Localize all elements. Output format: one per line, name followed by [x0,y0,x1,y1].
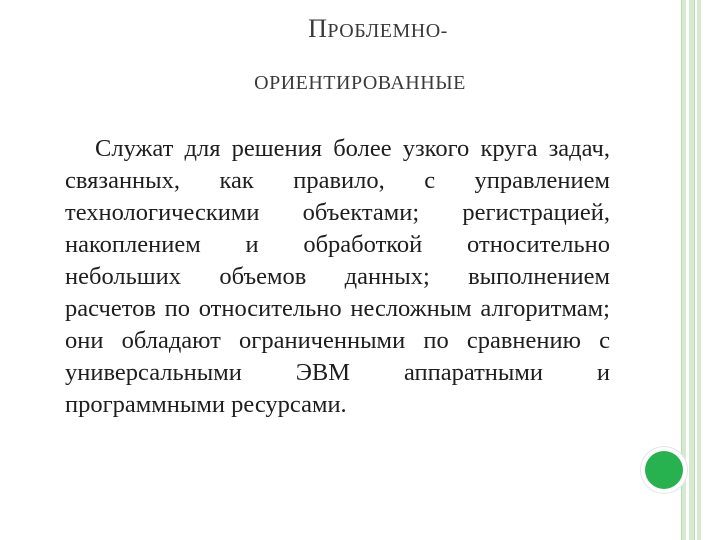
title-line-2-text: ОРИЕНТИРОВАННЫЕ [254,72,466,94]
slide-title-line-1 [0,14,720,44]
slide-title-line-2 [0,72,720,95]
slide-body-paragraph: Служат для решения более узкого круга задач, связанных, как правило, с управлением технологическими объектами; регистрацией, накоплением и обработкой относительно небольших объемов данных; выполнением расчетов по относительно несложным алгоритмам; они обладают ограниченными по сравнению с универсальными ЭВМ аппаратными и программными ресурсами. [65,135,610,418]
title-initial-letter: П [308,14,328,43]
green-circle-icon [641,447,687,493]
green-circle-fill [645,451,683,489]
title-rest: РОБЛЕМНО- [327,20,448,42]
